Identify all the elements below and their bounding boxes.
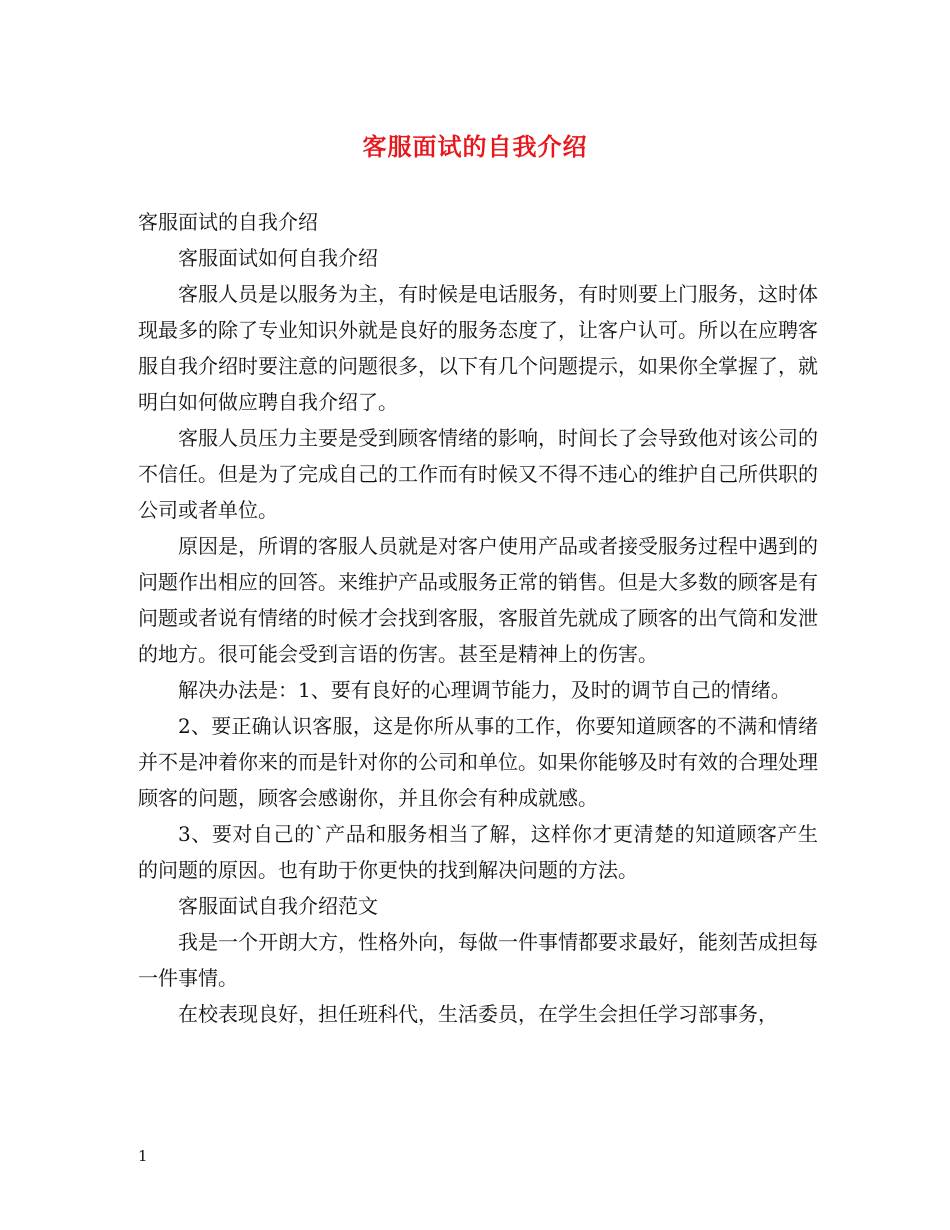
paragraph-subheading: 客服面试如何自我介绍 (178, 246, 378, 270)
paragraph: 客服人员是以服务为主，有时候是电话服务，有时则要上门服务，这时体现最多的除了专业知识外就是良好的服务态度了，让客户认可。所以在应聘客服自我介绍时要注意的问题很多，以下有几个问题提示，如果你全掌握了，就明白如何做应聘自我介绍了。 (138, 282, 818, 414)
paragraph: 我是一个开朗大方，性格外向，每做一件事情都要求最好，能刻苦成担每一件事情。 (138, 930, 818, 990)
paragraph: 3、要对自己的`产品和服务相当了解，这样你才更清楚的知道顾客产生的问题的原因。也有助于你更快的找到解决问题的方法。 (138, 822, 818, 882)
paragraph-heading: 客服面试的自我介绍 (138, 210, 318, 234)
paragraph: 原因是，所谓的客服人员就是对客户使用产品或者接受服务过程中遇到的问题作出相应的回答。来维护产品或服务正常的销售。但是大多数的顾客是有问题或者说有情绪的时候才会找到客服，客服首先就成了顾客的出气筒和发泄的地方。很可能会受到言语的伤害。甚至是精神上的伤害。 (138, 534, 818, 666)
paragraph: 2、要正确认识客服，这是你所从事的工作，你要知道顾客的不满和情绪并不是冲着你来的而是针对你的公司和单位。如果你能够及时有效的合理处理顾客的问题，顾客会感谢你，并且你会有种成就感。 (138, 714, 818, 810)
paragraph-subheading: 客服面试自我介绍范文 (178, 894, 378, 918)
paragraph: 在校表现良好，担任班科代，生活委员，在学生会担任学习部事务， (178, 1002, 778, 1026)
document-title: 客服面试的自我介绍 (362, 132, 588, 161)
document-body (138, 204, 818, 1032)
paragraph: 解决办法是：1、要有良好的心理调节能力，及时的调节自己的情绪。 (178, 678, 791, 702)
paragraph: 客服人员压力主要是受到顾客情绪的影响，时间长了会导致他对该公司的不信任。但是为了完成自己的工作而有时候又不得不违心的维护自己所供职的公司或者单位。 (138, 426, 818, 522)
page-number: 1 (138, 1147, 148, 1165)
